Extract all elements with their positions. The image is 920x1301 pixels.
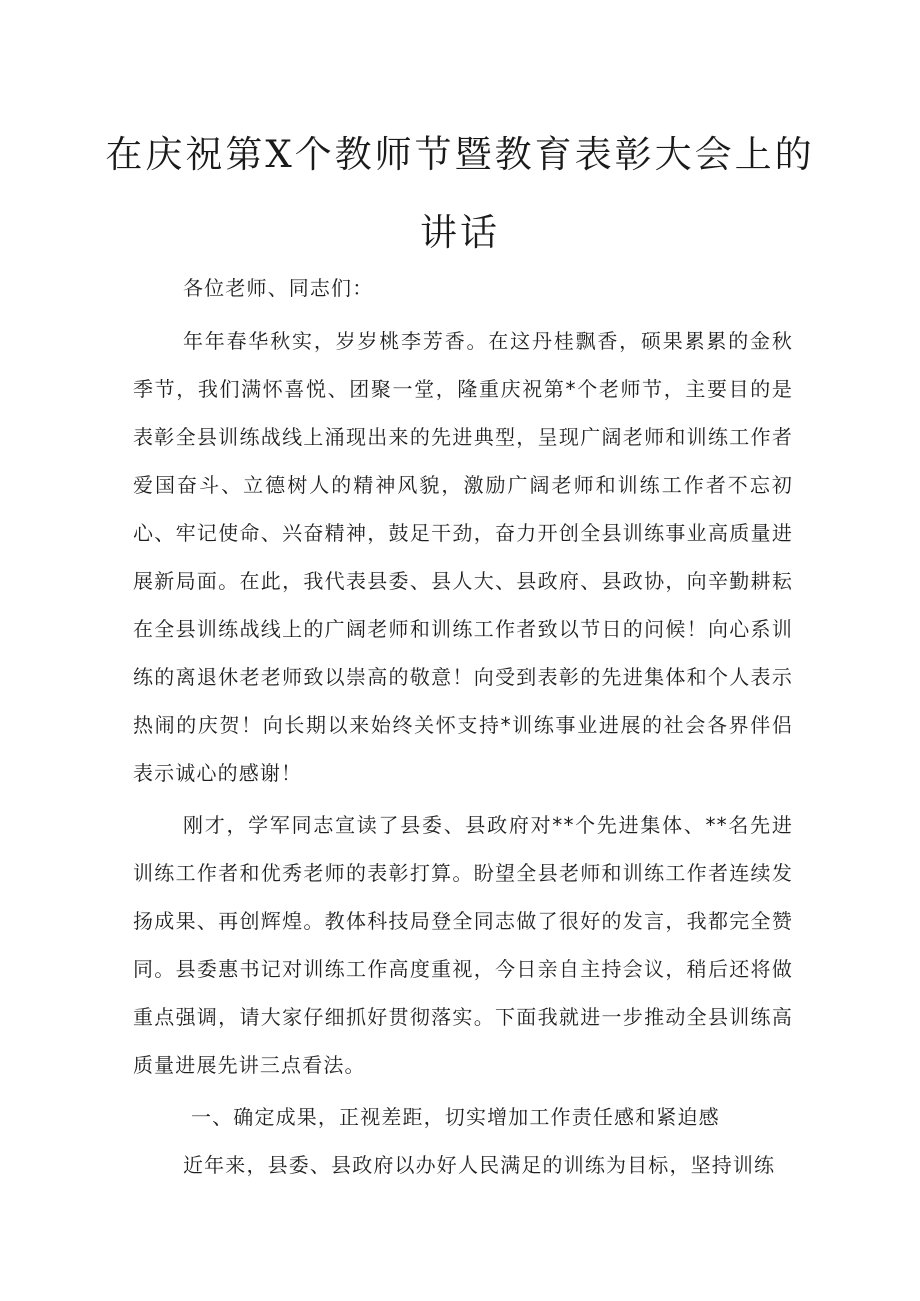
document-body [133,264,793,1189]
paragraph-opening: 年年春华秋实，岁岁桃李芳香。在这丹桂飘香，硕果累累的金秋季节，我们满怀喜悦、团聚一堂，隆重庆祝第*个老师节，主要目的是表彰全县训练战线上涌现出来的先进典型，呈现广阔老师和训练工作者爱国奋斗、立德树人的精神风貌，激励广阔老师和训练工作者不忘初心、牢记使命、兴奋精神，鼓足干劲，奋力开创全县训练事业高质量进展新局面。在此，我代表县委、县人大、县政府、县政协，向辛勤耕耘在全县训练战线上的广阔老师和训练工作者致以节日的问候！向心系训练的离退休老老师致以崇高的敬意！向受到表彰的先进集体和个人表示热闹的庆贺！向长期以来始终关怀支持*训练事业进展的社会各界伴侣表示诚心的感谢！ [133,329,793,785]
salutation: 各位老师、同志们： [183,276,374,300]
section-heading-1: 一、确定成果，正视差距，切实增加工作责任感和紧迫感 [191,1105,720,1129]
document-title-line-2: 讲话 [420,211,500,254]
document-title-line-1: 在庆祝第X个教师节暨教育表彰大会上的 [105,133,815,176]
paragraph-section-1-start: 近年来，县委、县政府以办好人民满足的训练为目标，坚持训练 [183,1153,776,1177]
paragraph-commendation: 刚才，学军同志宣读了县委、县政府对**个先进集体、**名先进训练工作者和优秀老师的表彰打算。盼望全县老师和训练工作者连续发扬成果、再创辉煌。教体科技局登全同志做了很好的发言，我都完全赞同。县委惠书记对训练工作高度重视，今日亲自主持会议，稍后还将做重点强调，请大家仔细抓好贯彻落实。下面我就进一步推动全县训练高质量进展先讲三点看法。 [133,813,793,1077]
